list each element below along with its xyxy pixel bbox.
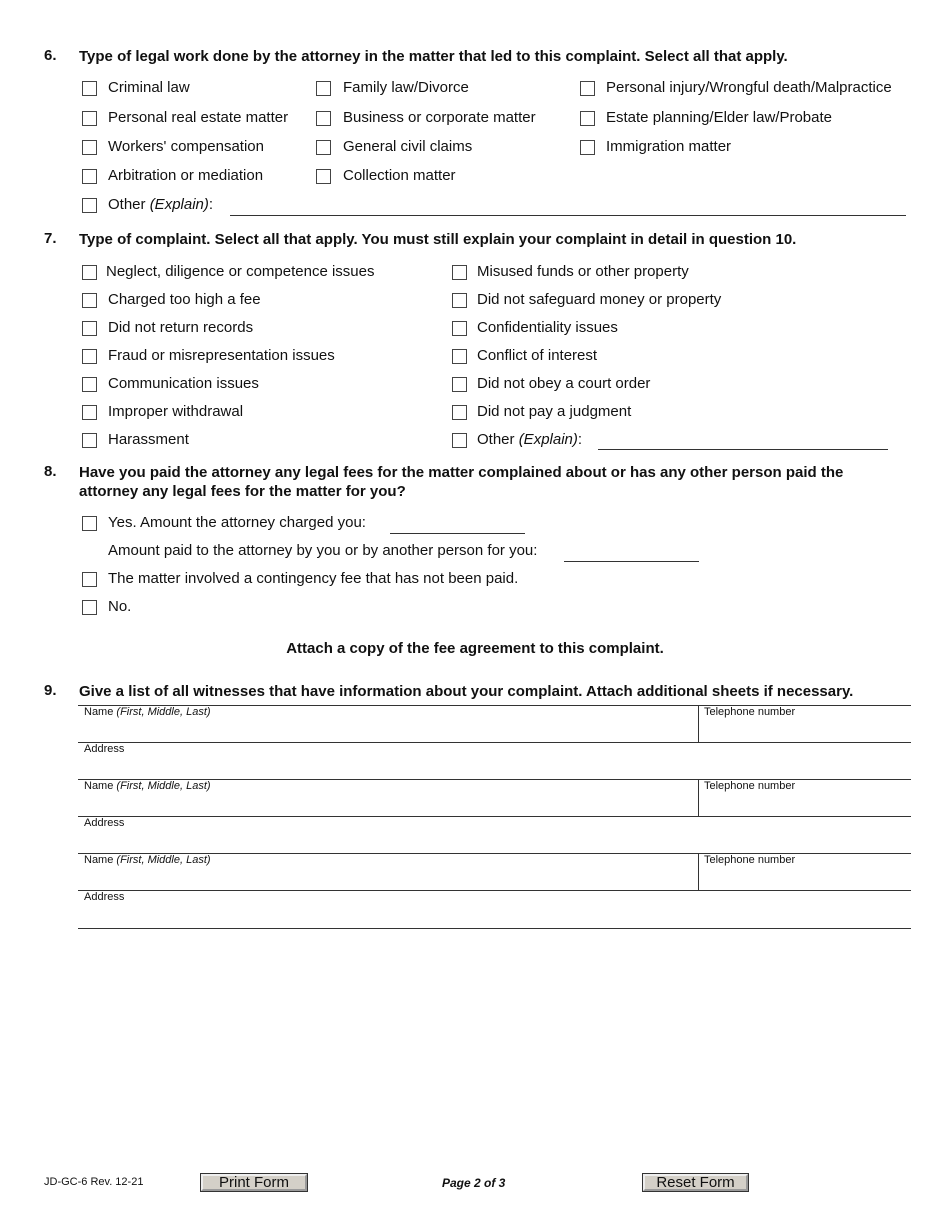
q6-label-real-estate: Personal real estate matter	[108, 109, 289, 126]
q7-label-conflict: Conflict of interest	[477, 347, 598, 364]
q6-other-explain-field[interactable]	[230, 215, 906, 216]
q7-checkbox-other[interactable]	[452, 433, 467, 448]
q6-label-collection: Collection matter	[343, 167, 456, 184]
witness-table-divider	[698, 853, 699, 890]
q8-label-amount-paid: Amount paid to the attorney by you or by another person for you:	[108, 542, 538, 559]
q8-amount-paid-field[interactable]	[564, 561, 699, 562]
q7-label-high-fee: Charged too high a fee	[108, 291, 261, 308]
q7-checkbox-neglect[interactable]	[82, 265, 97, 280]
q8-number: 8.	[44, 463, 57, 480]
q8-checkbox-yes[interactable]	[82, 516, 97, 531]
witness-1-name-field[interactable]: Name (First, Middle, Last)	[84, 706, 211, 718]
page-number: Page 2 of 3	[442, 1176, 506, 1190]
q6-checkbox-estate-planning[interactable]	[580, 111, 595, 126]
witness-2-phone-field[interactable]: Telephone number	[704, 780, 796, 792]
q6-checkbox-immigration[interactable]	[580, 140, 595, 155]
q7-label-misused-funds: Misused funds or other property	[477, 263, 689, 280]
q7-checkbox-confidentiality[interactable]	[452, 321, 467, 336]
q6-question: Type of legal work done by the attorney in the matter that led to this complaint. Select all that apply.	[79, 48, 788, 65]
q6-label-criminal-law: Criminal law	[108, 79, 190, 96]
q7-label-safeguard: Did not safeguard money or property	[477, 291, 722, 308]
q6-label-workers-comp: Workers' compensation	[108, 138, 264, 155]
q7-checkbox-court-order[interactable]	[452, 377, 467, 392]
q7-checkbox-misused-funds[interactable]	[452, 265, 467, 280]
q6-checkbox-other[interactable]	[82, 198, 97, 213]
witness-1-address-field[interactable]: Address	[84, 743, 125, 755]
q7-other-explain-field[interactable]	[598, 449, 888, 450]
q6-label-arbitration: Arbitration or mediation	[108, 167, 264, 184]
q7-number: 7.	[44, 230, 57, 247]
q7-checkbox-communication[interactable]	[82, 377, 97, 392]
q8-amount-charged-field[interactable]	[390, 533, 525, 534]
form-id: JD-GC-6 Rev. 12-21	[44, 1176, 144, 1188]
q6-label-family-law: Family law/Divorce	[343, 79, 469, 96]
q6-label-estate-planning: Estate planning/Elder law/Probate	[606, 109, 832, 126]
q6-checkbox-arbitration[interactable]	[82, 169, 97, 184]
q6-label-personal-injury: Personal injury/Wrongful death/Malpractice	[606, 79, 892, 96]
q6-checkbox-family-law[interactable]	[316, 81, 331, 96]
q6-checkbox-workers-comp[interactable]	[82, 140, 97, 155]
q7-checkbox-judgment[interactable]	[452, 405, 467, 420]
witness-3-address-field[interactable]: Address	[84, 891, 125, 903]
fee-agreement-note: Attach a copy of the fee agreement to this complaint.	[286, 640, 664, 657]
q7-label-records: Did not return records	[108, 319, 254, 336]
print-form-button[interactable]: Print Form	[201, 1174, 307, 1191]
q6-checkbox-personal-injury[interactable]	[580, 81, 595, 96]
q8-label-no: No.	[108, 598, 132, 615]
q8-label-contingency: The matter involved a contingency fee that has not been paid.	[108, 570, 519, 587]
q8-checkbox-contingency[interactable]	[82, 572, 97, 587]
q7-checkbox-fraud[interactable]	[82, 349, 97, 364]
q8-checkbox-no[interactable]	[82, 600, 97, 615]
q7-checkbox-conflict[interactable]	[452, 349, 467, 364]
q7-label-other: Other (Explain):	[477, 431, 583, 448]
witness-table-rule	[78, 816, 911, 817]
witness-table-divider	[698, 779, 699, 816]
witness-3-phone-field[interactable]: Telephone number	[704, 854, 796, 866]
q7-question: Type of complaint. Select all that apply. You must still explain your complaint in detail in question 10.	[79, 231, 797, 248]
q7-label-harassment: Harassment	[108, 431, 189, 448]
q7-label-fraud: Fraud or misrepresentation issues	[108, 347, 335, 364]
q6-label-civil-claims: General civil claims	[343, 138, 473, 155]
witness-2-name-field[interactable]: Name (First, Middle, Last)	[84, 780, 211, 792]
q7-checkbox-harassment[interactable]	[82, 433, 97, 448]
q7-label-neglect: Neglect, diligence or competence issues	[106, 263, 375, 280]
q7-label-confidentiality: Confidentiality issues	[477, 319, 618, 336]
witness-table-bottom-rule	[78, 928, 911, 929]
witness-3-name-field[interactable]: Name (First, Middle, Last)	[84, 854, 211, 866]
witness-table-divider	[698, 705, 699, 742]
q6-checkbox-collection[interactable]	[316, 169, 331, 184]
q6-checkbox-real-estate[interactable]	[82, 111, 97, 126]
q7-checkbox-withdrawal[interactable]	[82, 405, 97, 420]
reset-form-button[interactable]: Reset Form	[643, 1174, 748, 1191]
witness-2-address-field[interactable]: Address	[84, 817, 125, 829]
q6-label-immigration: Immigration matter	[606, 138, 732, 155]
q6-label-business: Business or corporate matter	[343, 109, 536, 126]
q7-label-communication: Communication issues	[108, 375, 259, 392]
witness-1-phone-field[interactable]: Telephone number	[704, 706, 796, 718]
q8-label-yes: Yes. Amount the attorney charged you:	[108, 514, 366, 531]
witness-table-rule	[78, 890, 911, 891]
q7-label-court-order: Did not obey a court order	[477, 375, 651, 392]
q9-number: 9.	[44, 682, 57, 699]
q8-question: Have you paid the attorney any legal fees for the matter complained about or has any other person paid the attorney any legal fees for the matter for you?	[79, 464, 844, 500]
q7-label-judgment: Did not pay a judgment	[477, 403, 632, 420]
q6-checkbox-business[interactable]	[316, 111, 331, 126]
q6-number: 6.	[44, 47, 57, 64]
q9-question: Give a list of all witnesses that have information about your complaint. Attach additional sheets if necessary.	[79, 683, 854, 700]
q7-checkbox-safeguard[interactable]	[452, 293, 467, 308]
q7-checkbox-high-fee[interactable]	[82, 293, 97, 308]
q6-checkbox-criminal-law[interactable]	[82, 81, 97, 96]
q7-checkbox-records[interactable]	[82, 321, 97, 336]
q6-label-other: Other (Explain):	[108, 196, 214, 213]
q6-checkbox-civil-claims[interactable]	[316, 140, 331, 155]
witness-table-rule	[78, 742, 911, 743]
q7-label-withdrawal: Improper withdrawal	[108, 403, 244, 420]
